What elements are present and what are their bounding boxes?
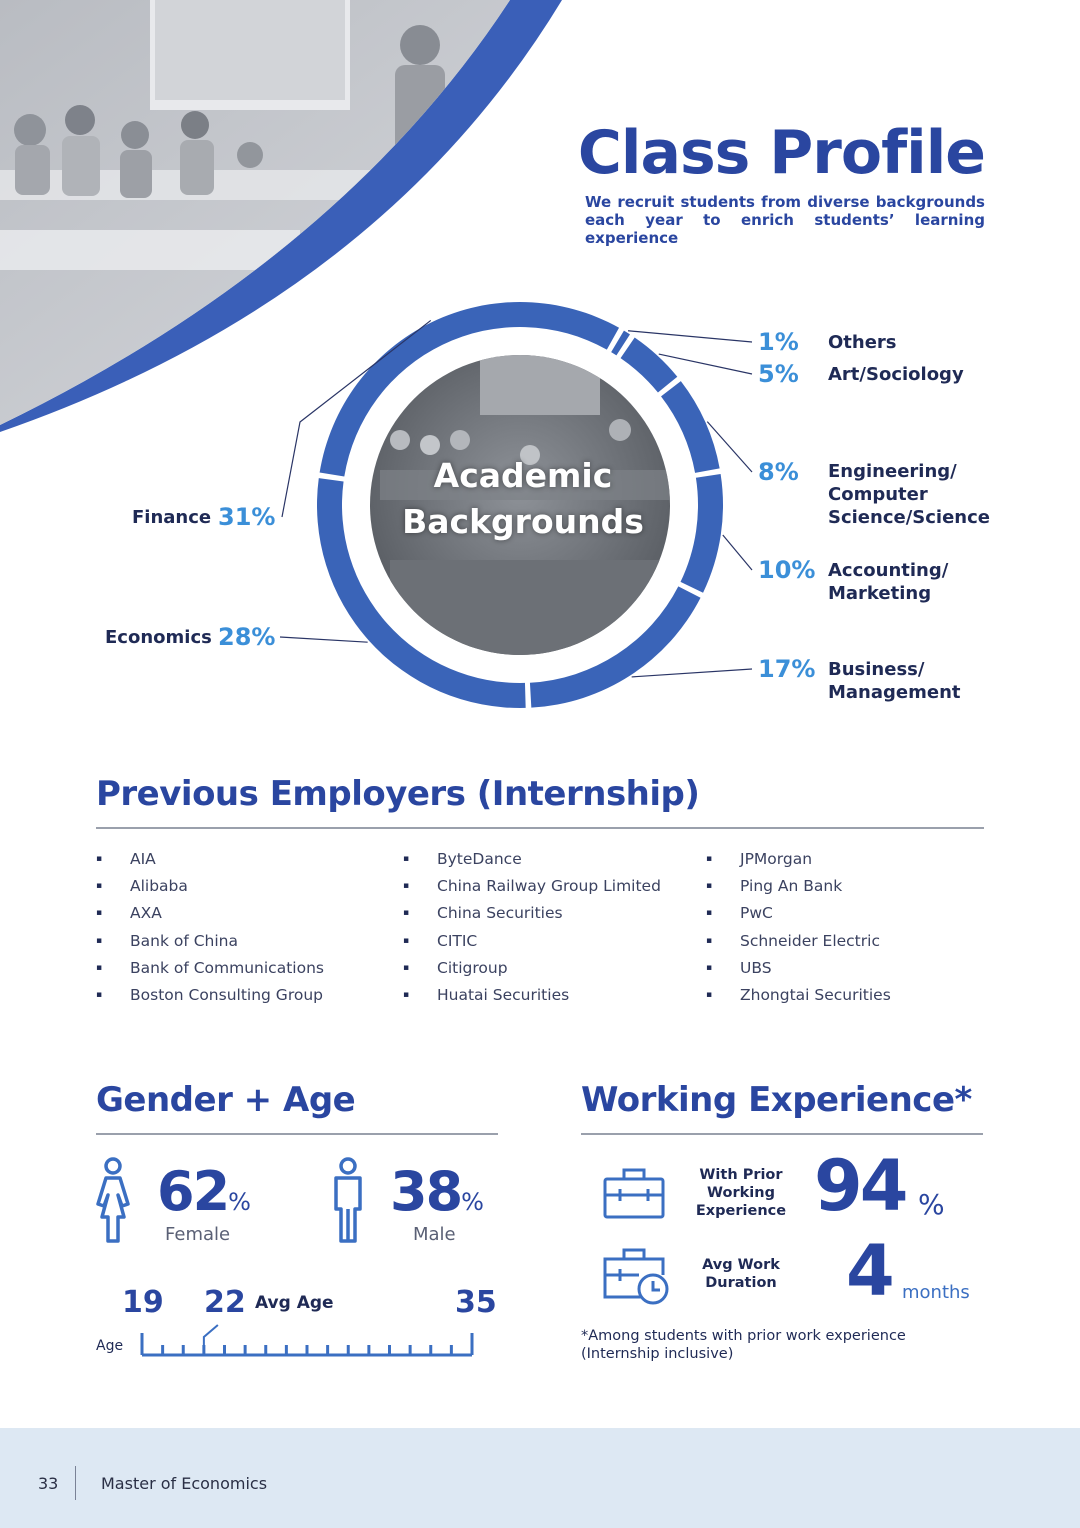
list-item: ▪ Alibaba: [96, 873, 324, 900]
female-percent: 62%: [157, 1160, 251, 1223]
list-item: ▪ Citigroup: [403, 955, 661, 982]
list-item: ▪ AIA: [96, 846, 324, 873]
page-subtitle: We recruit students from diverse backgrounds each year to enrich students’ learning experience: [585, 193, 985, 247]
donut-leader-line: [628, 331, 752, 342]
list-item: ▪ ByteDance: [403, 846, 661, 873]
list-item: ▪ Bank of Communications: [96, 955, 324, 982]
page-number: 33: [38, 1474, 59, 1493]
donut-label-business: Business/ Management: [828, 659, 961, 703]
list-item: ▪ UBS: [706, 955, 891, 982]
list-item: ▪ Zhongtai Securities: [706, 982, 891, 1009]
working-heading: Working Experience*: [581, 1080, 972, 1120]
avg-duration-label: Avg Work Duration: [702, 1257, 780, 1291]
donut-center-label: Academic Backgrounds: [402, 456, 644, 541]
donut-leader-line: [280, 637, 368, 642]
briefcase-icon: [603, 1165, 665, 1221]
working-rule: [581, 1133, 983, 1135]
donut-leader-line: [659, 354, 752, 374]
donut-pct-economics: 28%: [218, 623, 276, 651]
avg-duration-unit: months: [902, 1282, 970, 1303]
donut-segment-accounting-marketing: [681, 474, 723, 593]
donut-pct-accounting: 10%: [758, 556, 816, 584]
footer-title: Master of Economics: [101, 1474, 268, 1493]
gender-age-rule: [96, 1133, 498, 1135]
male-icon: [330, 1157, 366, 1243]
age-scale: [130, 1315, 490, 1365]
footer-divider: [75, 1466, 76, 1500]
donut-pct-engineering: 8%: [758, 458, 799, 486]
donut-label-economics: Economics: [105, 627, 212, 648]
employers-rule: [96, 827, 984, 829]
male-label: Male: [413, 1224, 456, 1245]
briefcase-clock-icon: [603, 1245, 669, 1307]
donut-label-engineering: Engineering/ Computer Science/Science: [828, 461, 990, 528]
list-item: ▪ CITIC: [403, 928, 661, 955]
female-icon: [92, 1157, 134, 1243]
donut-pct-others: 1%: [758, 328, 799, 356]
donut-leader-line: [632, 669, 752, 677]
prior-experience-percent: %: [918, 1188, 945, 1221]
list-item: ▪ PwC: [706, 900, 891, 927]
avg-age-marker: [204, 1325, 218, 1355]
female-label: Female: [165, 1224, 231, 1245]
avg-age-label: Avg Age: [255, 1293, 334, 1313]
donut-leader-line: [723, 535, 752, 570]
donut-pct-business: 17%: [758, 655, 816, 683]
gender-age-heading: Gender + Age: [96, 1080, 356, 1120]
employers-column-2: [403, 846, 661, 1009]
list-item: ▪ Bank of China: [96, 928, 324, 955]
prior-experience-label: With Prior Working Experience: [695, 1167, 787, 1219]
employers-column-1: [96, 846, 324, 1009]
donut-pct-art: 5%: [758, 360, 799, 388]
age-min: 19: [122, 1285, 164, 1320]
prior-experience-value: 94: [814, 1145, 906, 1227]
donut-label-others: Others: [828, 332, 897, 353]
donut-label-art: Art/Sociology: [828, 364, 964, 385]
page-title: Class Profile: [577, 118, 985, 188]
age-avg: 22: [204, 1285, 246, 1320]
donut-label-finance: Finance: [132, 507, 212, 528]
employers-column-3: [706, 846, 891, 1009]
employers-heading: Previous Employers (Internship): [96, 774, 700, 814]
list-item: ▪ Boston Consulting Group: [96, 982, 324, 1009]
working-footnote: *Among students with prior work experience (Internship inclusive): [581, 1328, 906, 1362]
list-item: ▪ JPMorgan: [706, 846, 891, 873]
age-axis-label: Age: [96, 1338, 124, 1354]
list-item: ▪ Ping An Bank: [706, 873, 891, 900]
male-percent: 38%: [390, 1160, 484, 1223]
donut-pct-finance: 31%: [218, 503, 276, 531]
donut-label-accounting: Accounting/ Marketing: [828, 560, 949, 604]
age-max: 35: [455, 1285, 497, 1320]
list-item: ▪ China Securities: [403, 900, 661, 927]
list-item: ▪ Huatai Securities: [403, 982, 661, 1009]
list-item: ▪ AXA: [96, 900, 324, 927]
avg-duration-value: 4: [846, 1230, 892, 1312]
list-item: ▪ China Railway Group Limited: [403, 873, 661, 900]
list-item: ▪ Schneider Electric: [706, 928, 891, 955]
